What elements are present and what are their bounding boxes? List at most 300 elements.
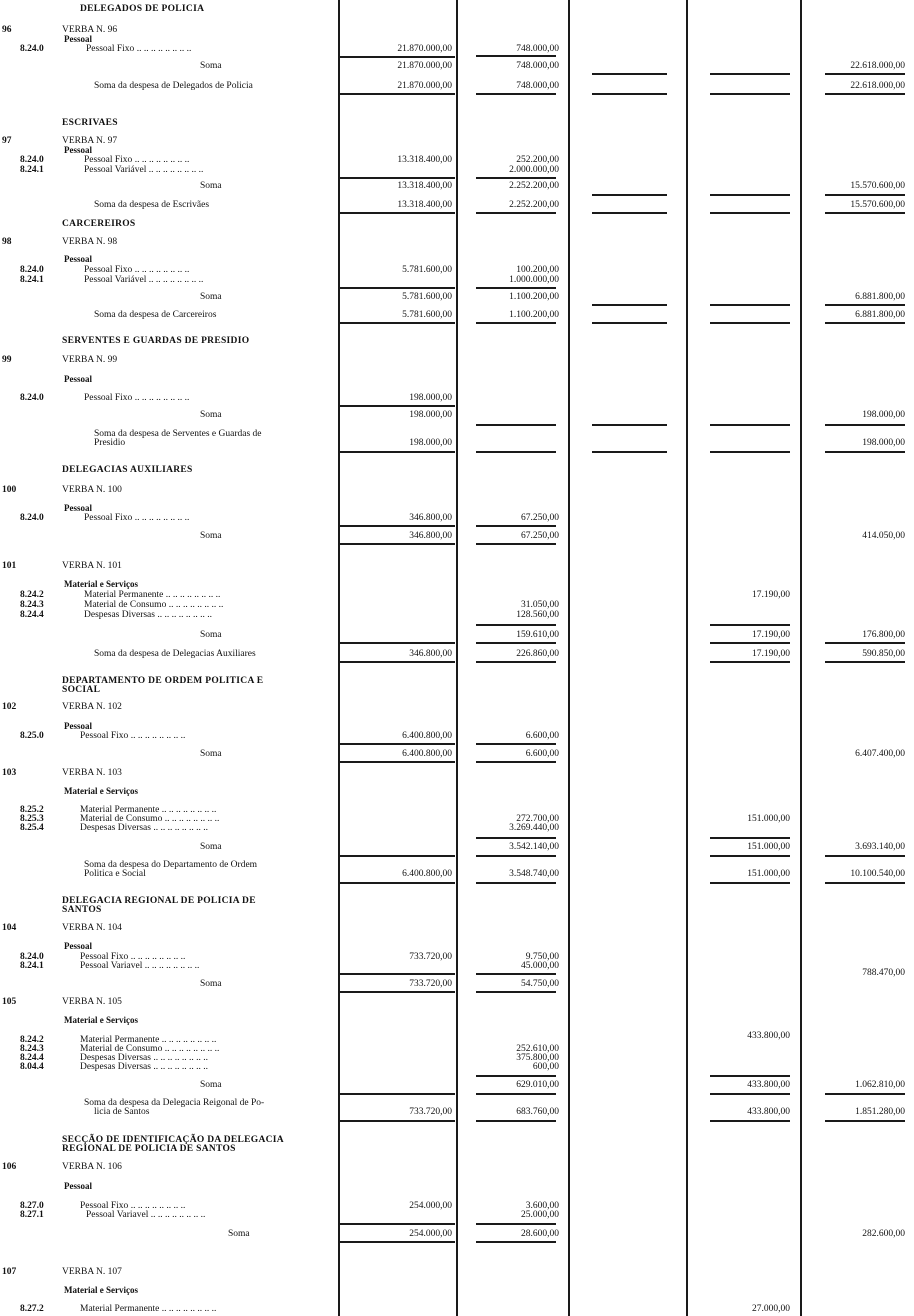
verba-title: VERBA N. 107 xyxy=(62,1267,122,1277)
subsection-label: Material e Serviços xyxy=(64,786,138,796)
verba-number: 105 xyxy=(2,997,17,1007)
value-col4: 6.881.800,00 xyxy=(855,310,905,320)
item-label: Despesas Diversas .. .. .. .. .. .. .. .. xyxy=(80,1062,208,1072)
item-code: 8.24.2 xyxy=(20,1035,44,1045)
value-col2: 3.548.740,00 xyxy=(509,869,559,879)
value-col3: 433.800,00 xyxy=(747,1107,790,1117)
rule xyxy=(825,424,905,426)
value-col2: 3.269.440,00 xyxy=(509,823,559,833)
subsection-label: Pessoal xyxy=(64,1181,92,1191)
section-heading-cont: REGIONAL DE POLICIA DE SANTOS xyxy=(62,1144,236,1154)
value-col1: 346.800,00 xyxy=(409,513,452,523)
item-label: Pessoal Variavel .. .. .. .. .. .. .. .. xyxy=(86,1210,206,1220)
section-heading: SERVENTES E GUARDAS DE PRESIDIO xyxy=(62,336,250,346)
rule xyxy=(476,837,556,839)
rule xyxy=(340,973,455,975)
value-col2: 45.000,00 xyxy=(521,961,559,971)
value-col2: 226.860,00 xyxy=(516,649,559,659)
value-col2: 67.250,00 xyxy=(521,513,559,523)
value-col2: 31.050,00 xyxy=(521,600,559,610)
value-col2: 683.760,00 xyxy=(516,1107,559,1117)
rule xyxy=(340,855,455,857)
value-col1: 733.720,00 xyxy=(409,979,452,989)
rule xyxy=(592,93,667,95)
total-label: Soma da despesa do Departamento de Ordem xyxy=(84,860,258,870)
line-item xyxy=(0,609,914,621)
rule xyxy=(710,624,790,626)
value-col1: 6.400.800,00 xyxy=(402,731,452,741)
total-row xyxy=(0,80,914,92)
verba-title: VERBA N. 106 xyxy=(62,1162,122,1172)
soma-label: Soma xyxy=(200,749,222,759)
verba-number: 103 xyxy=(2,768,17,778)
section-heading: ESCRIVAES xyxy=(62,118,118,128)
item-label: Pessoal Fixo .. .. .. .. .. .. .. .. xyxy=(80,731,186,741)
rule xyxy=(592,304,667,306)
item-code: 8.24.0 xyxy=(20,44,44,54)
total-label: Soma da despesa de Carcereiros xyxy=(94,310,217,320)
soma-label: Soma xyxy=(200,61,222,71)
item-label: Pessoal Fixo .. .. .. .. .. .. .. .. xyxy=(84,155,190,165)
item-code: 8.24.1 xyxy=(20,961,44,971)
value-col2: 600,00 xyxy=(532,1062,559,1072)
value-col2: 272.700,00 xyxy=(516,814,559,824)
item-code: 8.24.1 xyxy=(20,165,44,175)
item-label: Pessoal Fixo .. .. .. .. .. .. .. .. xyxy=(84,265,190,275)
rule xyxy=(710,194,790,196)
value-col2: 128.560,00 xyxy=(516,610,559,620)
value-col3: 433.800,00 xyxy=(747,1080,790,1090)
value-col3: 151.000,00 xyxy=(747,842,790,852)
line-item xyxy=(0,392,914,404)
value-col1: 346.800,00 xyxy=(409,531,452,541)
rule xyxy=(340,1241,455,1243)
rule xyxy=(710,642,790,644)
value-col4: 10.100.540,00 xyxy=(850,869,905,879)
subsection-label: Material e Serviços xyxy=(64,1285,138,1295)
rule xyxy=(340,882,455,884)
verba-number: 99 xyxy=(2,355,12,365)
value-col2: 25.000,00 xyxy=(521,1210,559,1220)
total-row xyxy=(0,309,914,321)
value-col4: 176.800,00 xyxy=(862,630,905,640)
item-label: Despesas Diversas .. .. .. .. .. .. .. .. xyxy=(80,823,208,833)
rule xyxy=(825,855,905,857)
rule xyxy=(340,322,455,324)
line-item xyxy=(0,512,914,524)
value-col1: 198.000,00 xyxy=(409,393,452,403)
item-label: Material Permanente .. .. .. .. .. .. .. .. xyxy=(84,590,221,600)
total-row xyxy=(0,199,914,211)
section-heading: DELEGADOS DE POLICIA xyxy=(80,4,205,14)
rule xyxy=(340,743,455,745)
subsection-label: Pessoal xyxy=(64,374,92,384)
line-item xyxy=(0,730,914,742)
line-item xyxy=(0,822,914,834)
value-col3: 433.800,00 xyxy=(747,1031,790,1041)
soma-row xyxy=(0,60,914,72)
item-code: 8.24.2 xyxy=(20,590,44,600)
total-row xyxy=(0,868,914,880)
rule xyxy=(340,1120,455,1122)
total-row xyxy=(0,648,914,660)
soma-row xyxy=(0,748,914,760)
rule xyxy=(476,1093,556,1095)
value-col1: 13.318.400,00 xyxy=(397,200,452,210)
item-label: Pessoal Variável .. .. .. .. .. .. .. .. xyxy=(84,165,204,175)
value-col1: 198.000,00 xyxy=(409,410,452,420)
rule xyxy=(825,1093,905,1095)
verba-title: VERBA N. 97 xyxy=(62,136,118,146)
line-item xyxy=(0,1061,914,1073)
verba-title: VERBA N. 105 xyxy=(62,997,122,1007)
subsection-label: Pessoal xyxy=(64,721,92,731)
item-code: 8.24.0 xyxy=(20,513,44,523)
rule xyxy=(340,405,455,407)
value-col4: 3.693.140,00 xyxy=(855,842,905,852)
rule xyxy=(340,177,455,179)
value-col4: 788.470,00 xyxy=(862,968,905,978)
rule xyxy=(340,991,455,993)
rule xyxy=(476,525,556,527)
value-col1: 254.000,00 xyxy=(409,1229,452,1239)
total-label: Soma da despesa de Serventes e Guardas de xyxy=(94,429,262,439)
value-col4: 15.570.600,00 xyxy=(850,181,905,191)
rule xyxy=(476,855,556,857)
value-col4: 22.618.000,00 xyxy=(850,61,905,71)
rule xyxy=(340,1223,455,1225)
value-col4: 590.850,00 xyxy=(862,649,905,659)
value-col4: 198.000,00 xyxy=(862,410,905,420)
value-col1: 6.400.800,00 xyxy=(402,749,452,759)
rule xyxy=(340,451,455,453)
item-code: 8.24.0 xyxy=(20,265,44,275)
value-col2: 252.610,00 xyxy=(516,1044,559,1054)
rule xyxy=(476,882,556,884)
rule xyxy=(825,642,905,644)
item-code: 8.25.2 xyxy=(20,805,44,815)
item-code: 8.24.3 xyxy=(20,600,44,610)
rule xyxy=(710,1093,790,1095)
rule xyxy=(825,451,905,453)
value-col1: 13.318.400,00 xyxy=(397,155,452,165)
rule xyxy=(340,642,455,644)
value-col3: 17.190,00 xyxy=(752,649,790,659)
rule xyxy=(476,1075,556,1077)
item-code: 8.24.4 xyxy=(20,1053,44,1063)
value-col3: 27.000,00 xyxy=(752,1304,790,1314)
item-label: Pessoal Variável .. .. .. .. .. .. .. .. xyxy=(84,275,204,285)
rule xyxy=(825,73,905,75)
total-label: Soma da despesa de Escrivães xyxy=(94,200,210,210)
rule xyxy=(340,56,455,58)
subsection-label: Pessoal xyxy=(64,941,92,951)
value-col4: 1.062.810,00 xyxy=(855,1080,905,1090)
soma-label: Soma xyxy=(200,292,222,302)
soma-label: Soma xyxy=(228,1229,250,1239)
item-label: Material Permanente .. .. .. .. .. .. .. .. xyxy=(80,805,217,815)
value-col1: 21.870.000,00 xyxy=(397,61,452,71)
total-label: Presidio xyxy=(94,438,126,448)
value-col2: 9.750,00 xyxy=(525,952,559,962)
total-label: Soma da despesa de Delegacias Auxiliares xyxy=(94,649,256,659)
soma-row xyxy=(0,1228,914,1240)
rule xyxy=(825,1120,905,1122)
line-item xyxy=(0,1303,914,1315)
rule xyxy=(825,882,905,884)
value-col4: 6.407.400,00 xyxy=(855,749,905,759)
item-label: Material Permanente .. .. .. .. .. .. .. .. xyxy=(80,1304,217,1314)
section-heading-cont: SANTOS xyxy=(62,905,102,915)
item-code: 8.04.4 xyxy=(20,1062,44,1072)
rule xyxy=(476,1241,556,1243)
rule xyxy=(476,973,556,975)
item-code: 8.27.0 xyxy=(20,1201,44,1211)
item-code: 8.24.0 xyxy=(20,393,44,403)
rule xyxy=(825,661,905,663)
section-heading-cont: SOCIAL xyxy=(62,685,101,695)
rule xyxy=(710,73,790,75)
rule xyxy=(825,194,905,196)
section-heading: DELEGACIAS AUXILIARES xyxy=(62,465,193,475)
value-col1: 13.318.400,00 xyxy=(397,181,452,191)
value-col1: 733.720,00 xyxy=(409,1107,452,1117)
item-label: Material Permanente .. .. .. .. .. .. .. .. xyxy=(80,1035,217,1045)
rule xyxy=(825,212,905,214)
item-label: Despesas Diversas .. .. .. .. .. .. .. .. xyxy=(80,1053,208,1063)
soma-label: Soma xyxy=(200,531,222,541)
value-col2: 748.000,00 xyxy=(516,81,559,91)
soma-row xyxy=(0,291,914,303)
rule xyxy=(476,1223,556,1225)
value-col3: 151.000,00 xyxy=(747,814,790,824)
rule xyxy=(710,1075,790,1077)
rule xyxy=(592,212,667,214)
item-label: Pessoal Fixo .. .. .. .. .. .. .. .. xyxy=(80,1201,186,1211)
value-col4: 198.000,00 xyxy=(862,438,905,448)
verba-number: 100 xyxy=(2,485,17,495)
verba-title: VERBA N. 102 xyxy=(62,702,122,712)
soma-label: Soma xyxy=(200,181,222,191)
value-col1: 254.000,00 xyxy=(409,1201,452,1211)
value-col4: 6.881.800,00 xyxy=(855,292,905,302)
rule xyxy=(710,93,790,95)
value-col2: 629.010,00 xyxy=(516,1080,559,1090)
verba-number: 97 xyxy=(2,136,12,146)
rule xyxy=(476,177,556,179)
value-col2: 54.750,00 xyxy=(521,979,559,989)
rule xyxy=(340,212,455,214)
value-col2: 748.000,00 xyxy=(516,61,559,71)
value-col2: 6.600,00 xyxy=(525,731,559,741)
rule xyxy=(476,212,556,214)
rule xyxy=(340,287,455,289)
rule xyxy=(476,624,556,626)
rule xyxy=(710,322,790,324)
subsection-label: Pessoal xyxy=(64,145,92,155)
item-label: Material de Consumo .. .. .. .. .. .. .. .. xyxy=(84,600,224,610)
rule xyxy=(476,287,556,289)
subsection-label: Pessoal xyxy=(64,503,92,513)
line-item xyxy=(0,43,914,55)
value-col2: 1.100.200,00 xyxy=(509,292,559,302)
item-code: 8.25.0 xyxy=(20,731,44,741)
item-code: 8.25.3 xyxy=(20,814,44,824)
total-label: Soma da despesa da Delegacia Reigonal de Po- xyxy=(84,1098,265,1108)
soma-label: Soma xyxy=(200,410,222,420)
rule xyxy=(592,424,667,426)
rule xyxy=(476,1120,556,1122)
item-code: 8.24.4 xyxy=(20,610,44,620)
item-code: 8.24.1 xyxy=(20,275,44,285)
verba-number: 107 xyxy=(2,1267,17,1277)
value-col1: 733.720,00 xyxy=(409,952,452,962)
soma-label: Soma xyxy=(200,979,222,989)
section-heading: DELEGACIA REGIONAL DE POLICIA DE xyxy=(62,896,256,906)
rule xyxy=(592,73,667,75)
total-row xyxy=(0,1106,914,1118)
item-label: Pessoal Fixo .. .. .. .. .. .. .. .. xyxy=(84,393,190,403)
soma-label: Soma xyxy=(200,630,222,640)
total-label: Politica e Social xyxy=(84,869,146,879)
rule xyxy=(710,212,790,214)
value-col1: 21.870.000,00 xyxy=(397,81,452,91)
item-label: Pessoal Variavel .. .. .. .. .. .. .. .. xyxy=(80,961,200,971)
item-label: Material de Consumo .. .. .. .. .. .. .. .. xyxy=(80,814,220,824)
line-item xyxy=(0,274,914,286)
rule xyxy=(825,93,905,95)
rule xyxy=(825,322,905,324)
verba-number: 98 xyxy=(2,237,12,247)
verba-title: VERBA N. 104 xyxy=(62,923,122,933)
rule xyxy=(710,1120,790,1122)
value-col2: 3.542.140,00 xyxy=(509,842,559,852)
rule xyxy=(476,761,556,763)
soma-row xyxy=(0,530,914,542)
value-col3: 17.190,00 xyxy=(752,630,790,640)
line-item xyxy=(0,1209,914,1221)
section-heading: DEPARTAMENTO DE ORDEM POLITICA E xyxy=(62,676,264,686)
total-label: licia de Santos xyxy=(94,1107,150,1117)
rule xyxy=(476,661,556,663)
value-col1: 21.870.000,00 xyxy=(397,44,452,54)
item-label: Pessoal Fixo .. .. .. .. .. .. .. .. xyxy=(84,513,190,523)
value-col2: 3.600,00 xyxy=(525,1201,559,1211)
total-row xyxy=(0,437,914,449)
rule xyxy=(710,661,790,663)
total-label: Soma da despesa de Delegados de Policia xyxy=(94,81,253,91)
subsection-label: Material e Serviços xyxy=(64,1015,138,1025)
rule xyxy=(592,194,667,196)
rule xyxy=(340,525,455,527)
value-col1: 346.800,00 xyxy=(409,649,452,659)
item-label: Despesas Diversas .. .. .. .. .. .. .. .. xyxy=(84,610,212,620)
section-heading: CARCEREIROS xyxy=(62,219,136,229)
value-col2: 748.000,00 xyxy=(516,44,559,54)
rule xyxy=(710,304,790,306)
value-col2: 1.100.200,00 xyxy=(509,310,559,320)
soma-row xyxy=(0,978,914,990)
item-code: 8.24.3 xyxy=(20,1044,44,1054)
subsection-label: Material e Serviços xyxy=(64,579,138,589)
rule xyxy=(710,882,790,884)
value-col1: 5.781.600,00 xyxy=(402,310,452,320)
rule xyxy=(476,991,556,993)
item-code: 8.25.4 xyxy=(20,823,44,833)
value-col4: 15.570.600,00 xyxy=(850,200,905,210)
subsection-label: Pessoal xyxy=(64,254,92,264)
item-label: Pessoal Fixo .. .. .. .. .. .. .. .. xyxy=(80,952,186,962)
rule xyxy=(710,451,790,453)
value-col1: 6.400.800,00 xyxy=(402,869,452,879)
value-col2: 28.600,00 xyxy=(521,1229,559,1239)
rule xyxy=(592,322,667,324)
line-item xyxy=(0,164,914,176)
verba-title: VERBA N. 101 xyxy=(62,561,122,571)
soma-label: Soma xyxy=(200,1080,222,1090)
soma-row xyxy=(0,409,914,421)
verba-title: VERBA N. 103 xyxy=(62,768,122,778)
value-col4: 22.618.000,00 xyxy=(850,81,905,91)
verba-number: 104 xyxy=(2,923,17,933)
item-code: 8.24.0 xyxy=(20,155,44,165)
rule xyxy=(476,642,556,644)
verba-title: VERBA N. 96 xyxy=(62,25,118,35)
rule xyxy=(825,304,905,306)
value-col2: 2.252.200,00 xyxy=(509,200,559,210)
soma-row xyxy=(0,1079,914,1091)
value-col4: 1.851.280,00 xyxy=(855,1107,905,1117)
verba-number: 96 xyxy=(2,25,12,35)
subsection-label: Pessoal xyxy=(64,34,92,44)
rule xyxy=(476,743,556,745)
rule xyxy=(710,837,790,839)
rule xyxy=(340,1093,455,1095)
rule xyxy=(340,93,455,95)
verba-number: 101 xyxy=(2,561,17,571)
rule xyxy=(476,543,556,545)
verba-title: VERBA N. 99 xyxy=(62,355,118,365)
verba-number: 102 xyxy=(2,702,17,712)
rule xyxy=(476,451,556,453)
value-col1: 5.781.600,00 xyxy=(402,292,452,302)
verba-title: VERBA N. 100 xyxy=(62,485,122,495)
rule xyxy=(340,761,455,763)
rule xyxy=(340,661,455,663)
item-label: Pessoal Fixo .. .. .. .. .. .. .. .. xyxy=(86,44,192,54)
rule xyxy=(340,543,455,545)
value-col1: 198.000,00 xyxy=(409,438,452,448)
value-col2: 6.600,00 xyxy=(525,749,559,759)
section-heading: SECÇÃO DE IDENTIFICAÇÃO DA DELEGACIA xyxy=(62,1135,284,1145)
value-col2: 2.252.200,00 xyxy=(509,181,559,191)
value-col2: 375.800,00 xyxy=(516,1053,559,1063)
value-col3: 151.000,00 xyxy=(747,869,790,879)
value-col2: 1.000.000,00 xyxy=(509,275,559,285)
value-col4: 282.600,00 xyxy=(862,1229,905,1239)
value-col2: 100.200,00 xyxy=(516,265,559,275)
value-col2: 2.000.000,00 xyxy=(509,165,559,175)
value-col1: 5.781.600,00 xyxy=(402,265,452,275)
rule xyxy=(476,424,556,426)
rule xyxy=(710,855,790,857)
item-label: Material de Consumo .. .. .. .. .. .. .. .. xyxy=(80,1044,220,1054)
value-col2: 159.610,00 xyxy=(516,630,559,640)
value-col2: 67.250,00 xyxy=(521,531,559,541)
verba-title: VERBA N. 98 xyxy=(62,237,118,247)
rule xyxy=(476,322,556,324)
soma-row xyxy=(0,180,914,192)
